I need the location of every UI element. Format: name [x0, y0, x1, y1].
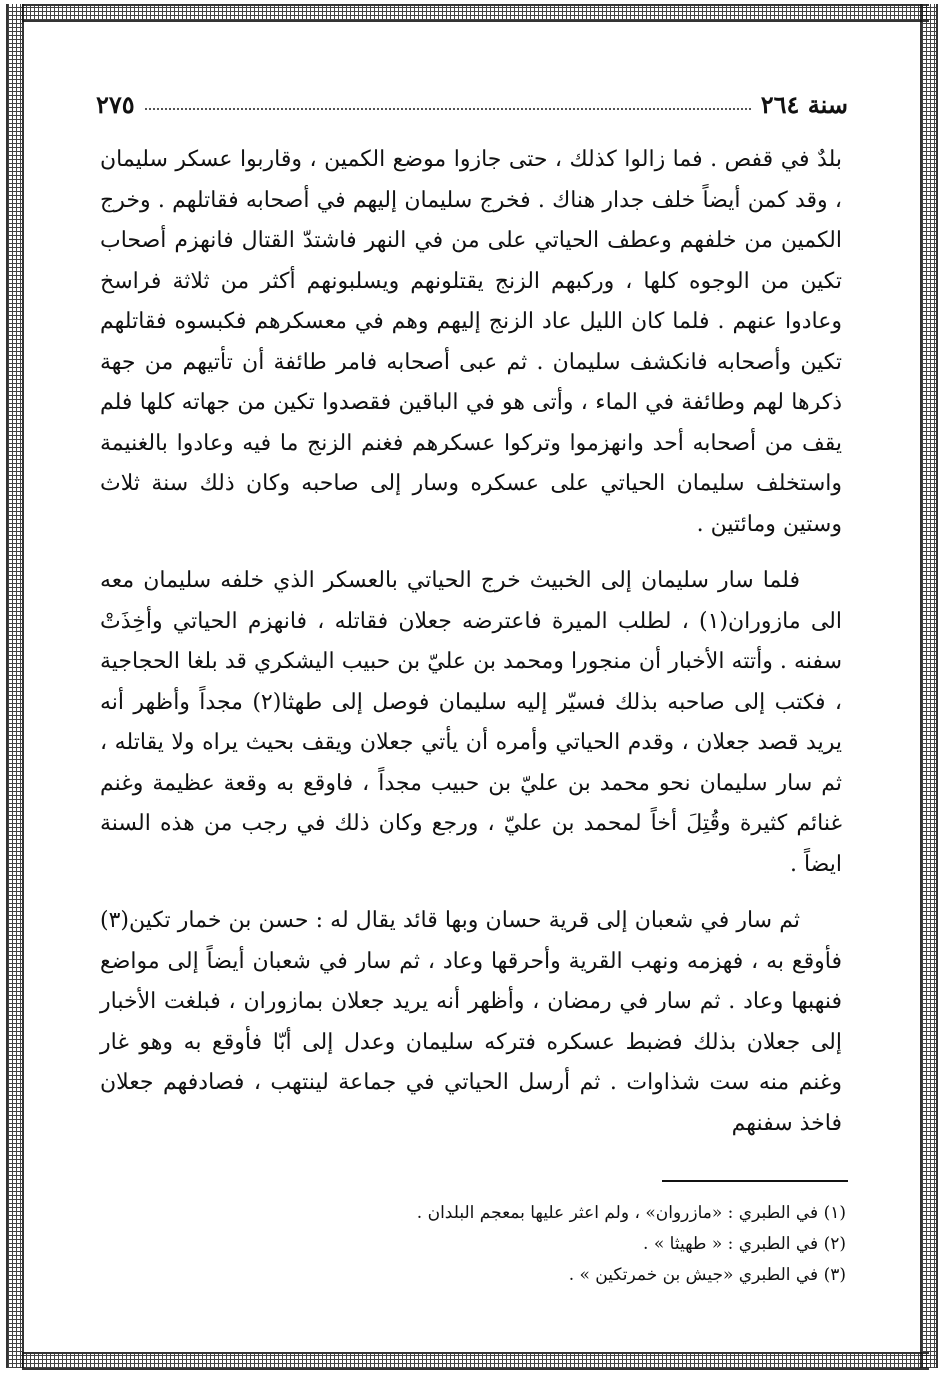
paragraph-2: فلما سار سليمان إلى الخبيث خرج الحياتي بالعسكر الذي خلفه سليمان معه الى مازوران(١) ، لطلب الميرة فاعترضه جعلان فقاتله ، فانهزم الحياتي وأخِذَتْ سفنه . وأتته الأخبار أن منجورا ومحمد بن عليّ بن حبيب اليشكري قد بلغا الحجاجية ، فكتب إلى صاحبه بذلك فسيّر إليه سليمان فوصل إلى طهثا(٢) مجداً وأظهر أنه يريد قصد جعلان ، وقدم الحياتي وأمره أن يأتي جعلان ويقف بحيث يراه ولا يقاتله ، ثم سار سليمان نحو محمد بن عليّ بن حبيب مجداً ، فاوقع به وقعة عظيمة وغنم غنائم كثيرة وقُتِلَ أخاً لمحمد بن عليّ ، ورجع وكان ذلك في رجب من هذه السنة ايضاً . [100, 568, 842, 877]
footnote-3: (٣) في الطبري «جيش بن خمرتكين » . [568, 1265, 846, 1285]
paragraph-3: ثم سار في شعبان إلى قرية حسان وبها قائد يقال له : حسن بن خمار تكين(٣) فأوقع به ، فهزمه ونهب القرية وأحرقها وعاد ، ثم سار في شعبان أيضاً إلى مواضع فنهبها وعاد . ثم سار في رمضان ، وأظهر أنه يريد جعلان بمازوران ، فبلغت الأخبار إلى جعلان بذلك فضبط عسكره فتركه سليمان وعدل إلى أبّا فأوقع به وهو غار وغنم منه ست شذاوات . ثم أرسل الحياتي في جماعة لينتهب ، فصادفهم جعلان فاخذ سفنهم [100, 908, 842, 1136]
footnote-2: (٢) في الطبري : « طهيثا » . [643, 1234, 846, 1254]
main-text [100, 140, 842, 1144]
footnote-1: (١) في الطبري : «مازروان» ، ولم اعثر عليها بمعجم البلدان . [416, 1203, 846, 1223]
page-number: ٢٧٥ [96, 89, 135, 119]
page-header [96, 86, 848, 122]
running-title: سنة ٢٦٤ [760, 89, 848, 119]
ornamental-border-right [920, 4, 938, 1368]
footnote-separator [662, 1180, 848, 1182]
ornamental-border-left [6, 4, 24, 1368]
ornamental-border-bottom [22, 1352, 929, 1370]
paragraph-1: بلدٌ في قفص . فما زالوا كذلك ، حتى جازوا موضع الكمين ، وقاربوا عسكر سليمان ، وقد كمن أيضاً خلف جدار هناك . فخرج سليمان إليهم في أصحابه فقاتلهم . وخرج الكمين من خلفهم وعطف الحياتي على من في النهر فاشتدّ القتال فانهزم أصحاب تكين من الوجوه كلها ، وركبهم الزنج يقتلونهم ويسلبونهم أكثر من ثلاثة فراسخ وعادوا عنهم . فلما كان الليل عاد الزنج إليهم وهم في معسكرهم فكبسوه فقاتلهم تكين وأصحابه فانكشف سليمان . ثم عبى أصحابه فامر طائفة أن تأتيهم من جهة ذكرها لهم وطائفة في الماء ، وأتى هو في الباقين فقصدوا تكين من جهاته كلها فلم يقف من أصحابه أحد وانهزموا وتركوا عسكرهم فغنم الزنج ما فيه وعادوا بالغنيمة واستخلف سليمان الحياتي على عسكره وسار إلى صاحبه وكان ذلك سنة ثلاث وستين ومائتين . [100, 147, 842, 537]
dotted-leader [145, 108, 751, 110]
footnotes [300, 1198, 846, 1291]
ornamental-border-top [22, 4, 929, 22]
